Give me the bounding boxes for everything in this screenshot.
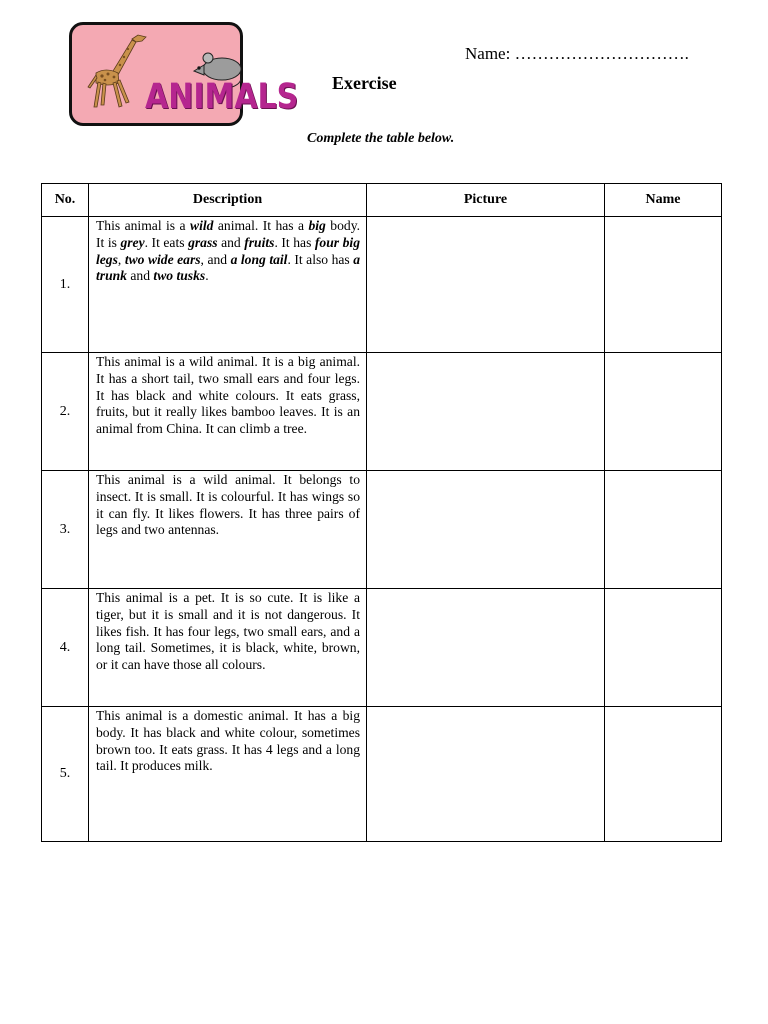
row-description: This animal is a wild animal. It has a big body. It is grey. It eats grass and fruits. It has four big legs, two wide ears, and a long tail. It also has a trunk and two tusks. — [89, 217, 367, 353]
name-field-label: Name: …………………………. — [465, 44, 689, 63]
name-answer-cell[interactable] — [605, 353, 722, 471]
column-header-no: No. — [42, 184, 89, 217]
table-row — [42, 471, 722, 589]
table-row — [42, 707, 722, 842]
picture-answer-cell[interactable] — [367, 589, 605, 707]
picture-answer-cell[interactable] — [367, 707, 605, 842]
row-description: This animal is a wild animal. It is a big animal. It has a short tail, two small ears and four legs. It has black and white colours. It eats grass, fruits, but it really likes bamboo leaves. It is an animal from China. It can climb a tree. — [89, 353, 367, 471]
row-number: 5. — [42, 707, 89, 842]
animals-logo — [69, 22, 299, 126]
row-number: 4. — [42, 589, 89, 707]
column-header-picture: Picture — [367, 184, 605, 217]
logo-text: ANIMALS — [145, 77, 299, 118]
name-answer-cell[interactable] — [605, 217, 722, 353]
table-header-row — [42, 184, 722, 217]
instruction-text: Complete the table below. — [307, 131, 455, 146]
name-answer-cell[interactable] — [605, 471, 722, 589]
picture-answer-cell[interactable] — [367, 217, 605, 353]
row-description: This animal is a domestic animal. It has a big body. It has black and white colour, sometimes brown too. It eats grass. It has 4 legs and a long tail. It produces milk. — [89, 707, 367, 842]
row-description: This animal is a wild animal. It belongs to insect. It is small. It is colourful. It has wings so it can fly. It likes flowers. It has three pairs of legs and two antennas. — [89, 471, 367, 589]
row-number: 3. — [42, 471, 89, 589]
picture-answer-cell[interactable] — [367, 353, 605, 471]
name-answer-cell[interactable] — [605, 589, 722, 707]
row-number: 1. — [42, 217, 89, 353]
column-header-name: Name — [605, 184, 722, 217]
table-row — [42, 217, 722, 353]
row-number: 2. — [42, 353, 89, 471]
name-answer-cell[interactable] — [605, 707, 722, 842]
table-row — [42, 353, 722, 471]
picture-answer-cell[interactable] — [367, 471, 605, 589]
page-title: Exercise — [332, 73, 397, 93]
column-header-description: Description — [89, 184, 367, 217]
row-description: This animal is a pet. It is so cute. It is like a tiger, but it is small and it is not dangerous. It likes fish. It has four legs, two small ears, and a long tail. Sometimes, it is black, white, brown, or it can have those all colours. — [89, 589, 367, 707]
table-row — [42, 589, 722, 707]
exercise-table — [41, 183, 722, 842]
